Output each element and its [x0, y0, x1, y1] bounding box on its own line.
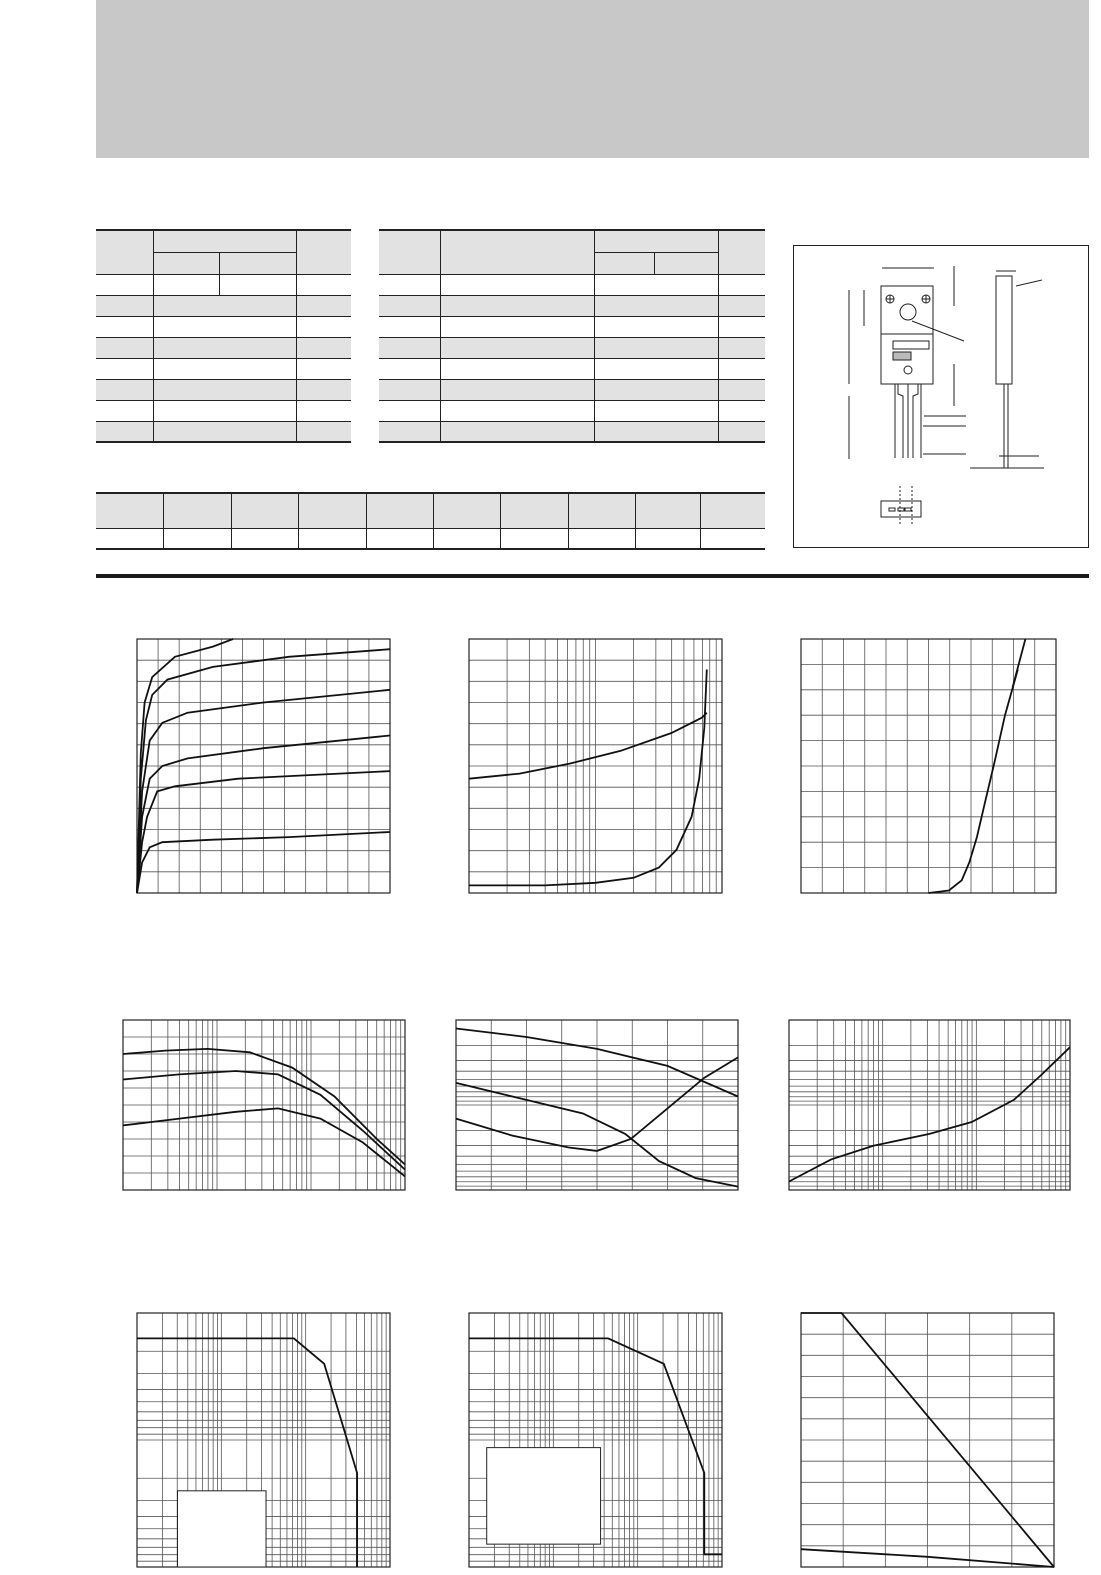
chart-hfe-ic	[123, 1020, 405, 1190]
chart-ic-vbe	[801, 639, 1056, 893]
g6-grid	[789, 1020, 1070, 1190]
g4-series-c	[123, 1108, 405, 1176]
absolute-ratings-table	[96, 229, 351, 443]
g7-inset-box	[177, 1491, 266, 1567]
hfe-rank-table	[96, 492, 765, 550]
chart-switching-time	[456, 1020, 738, 1190]
g6-series-a	[789, 1047, 1070, 1181]
g9-grid	[801, 1313, 1054, 1567]
g2-series-upper	[469, 713, 707, 779]
g2-grid	[469, 639, 722, 893]
electrical-characteristics-table	[379, 229, 765, 443]
chart-reverse-bias-soa	[469, 1313, 722, 1567]
chart-transient-thermal	[789, 1020, 1070, 1190]
g2-series-lower	[469, 670, 707, 886]
chart-safe-operating-area	[137, 1313, 390, 1567]
g4-grid	[123, 1020, 405, 1190]
chart-ic-vce	[137, 639, 390, 893]
chart-vce-sat-ib	[469, 639, 722, 893]
section-divider	[96, 574, 1089, 578]
g8-inset-box	[487, 1448, 601, 1545]
header-band	[96, 0, 1089, 158]
g4-series-a	[123, 1049, 405, 1165]
chart-pc-ta-derating	[801, 1313, 1054, 1567]
package-outline-box	[793, 245, 1089, 548]
package-drawing	[794, 246, 1090, 549]
g3-grid	[801, 639, 1056, 893]
g5-grid	[456, 1020, 738, 1190]
